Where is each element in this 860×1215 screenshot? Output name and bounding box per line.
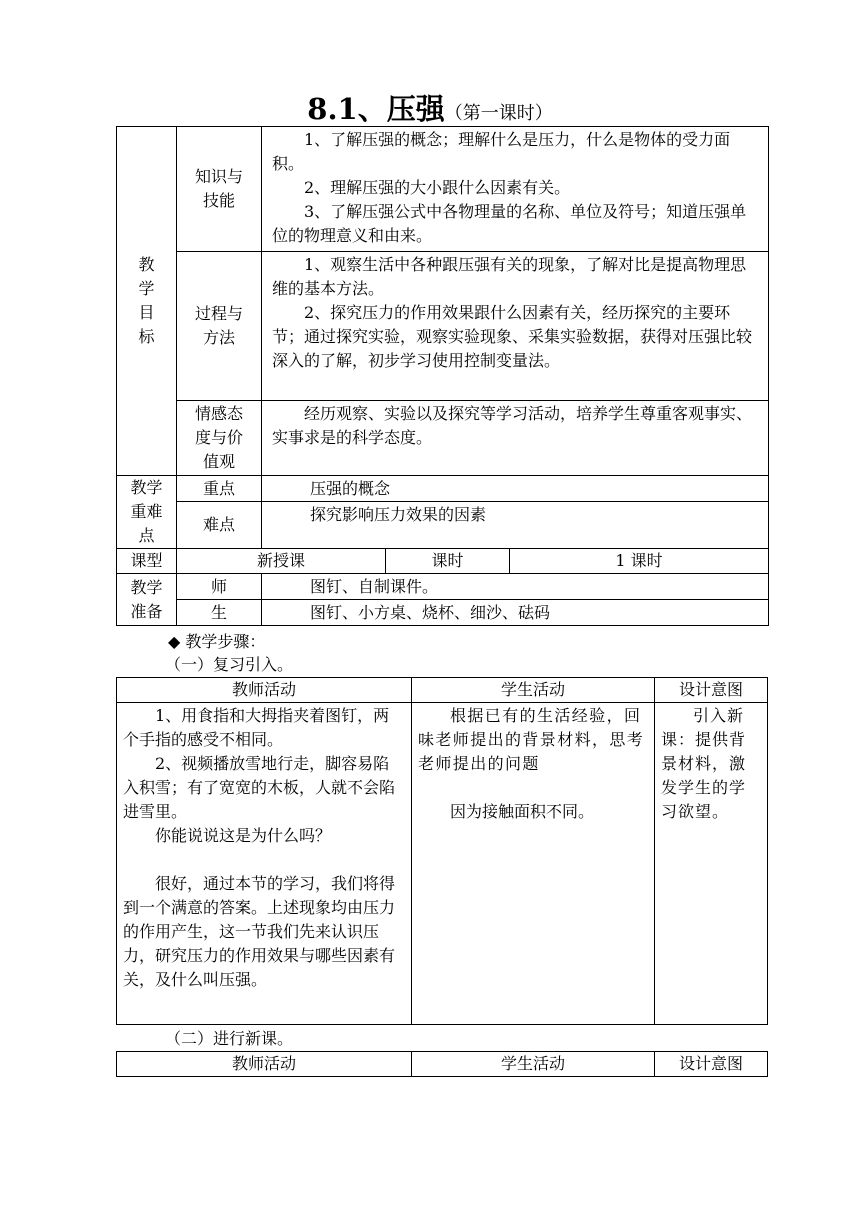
part2-heading: （二）进行新课。	[165, 1029, 294, 1048]
key-points-label: 教学 重难 点	[117, 476, 177, 549]
category-attitude: 情感态 度与价 值观	[177, 401, 262, 476]
title-sub: （第一课时）	[444, 103, 553, 124]
header-intent: 设计意图	[655, 678, 768, 703]
steps-label: ◆ 教学步骤：	[168, 632, 266, 651]
process-items: 1、观察生活中各种跟压强有关的现象，了解对比是提高物理思维的基本方法。 2、探究压力的作用效果跟什么因素有关，经历探究的主要环节；通过探究实验，观察实验现象、采集实验数据，获得对压强比较深入的了解，初步学习使用控制变量法。	[262, 252, 769, 401]
difficulty-label: 难点	[177, 502, 262, 549]
category-process: 过程与 方法	[177, 252, 262, 401]
lesson-hours-value: 1 课时	[510, 549, 769, 574]
preparation-label: 教学 准备	[117, 574, 177, 626]
teacher-prep-value: 图钉、自制课件。	[262, 574, 769, 600]
student-activity: 根据已有的生活经验，回味老师提出的背景材料，思考老师提出的问题 因为接触面积不同。	[412, 703, 655, 1025]
header-student: 学生活动	[412, 1052, 655, 1077]
part1-heading: （一）复习引入。	[165, 655, 294, 674]
student-prep-value: 图钉、小方桌、烧杯、细沙、砝码	[262, 600, 769, 626]
focus-value: 压强的概念	[262, 476, 769, 502]
teacher-prep-label: 师	[177, 574, 262, 600]
design-intent: 引入新课：提供背景材料，激发学生的学习欲望。	[655, 703, 768, 1025]
objectives-table	[116, 126, 769, 626]
attitude-items: 经历观察、实验以及探究等学习活动，培养学生尊重客观事实、实事求是的科学态度。	[262, 401, 769, 476]
header-teacher: 教师活动	[117, 678, 412, 703]
part1-table	[116, 677, 768, 1025]
lesson-type-value: 新授课	[177, 549, 386, 574]
header-student: 学生活动	[412, 678, 655, 703]
lesson-hours-label: 课时	[386, 549, 510, 574]
focus-label: 重点	[177, 476, 262, 502]
header-teacher: 教师活动	[117, 1052, 412, 1077]
part2-table	[116, 1051, 768, 1077]
category-knowledge: 知识与 技能	[177, 127, 262, 252]
header-intent: 设计意图	[655, 1052, 768, 1077]
knowledge-items: 1、了解压强的概念；理解什么是压力，什么是物体的受力面积。 2、理解压强的大小跟什么因素有关。 3、了解压强公式中各物理量的名称、单位及符号；知道压强单位的物理意义和由来。	[262, 127, 769, 252]
difficulty-value: 探究影响压力效果的因素	[262, 502, 769, 549]
title-main: 8.1、压强	[307, 92, 445, 126]
lesson-type-label: 课型	[117, 549, 177, 574]
student-prep-label: 生	[177, 600, 262, 626]
objectives-label: 教 学 目 标	[117, 127, 177, 476]
teacher-activity: 1、用食指和大拇指夹着图钉，两个手指的感受不相同。 2、视频播放雪地行走，脚容易陷入积雪；有了宽宽的木板，人就不会陷进雪里。 你能说说这是为什么吗？ 很好，通过本节的学习，我们将得到一个满意的答案。上述现象均由压力的作用产生，这一节我们先来认识压力，研究压力的作用效果与哪些因素有关，及什么叫压强。	[117, 703, 412, 1025]
